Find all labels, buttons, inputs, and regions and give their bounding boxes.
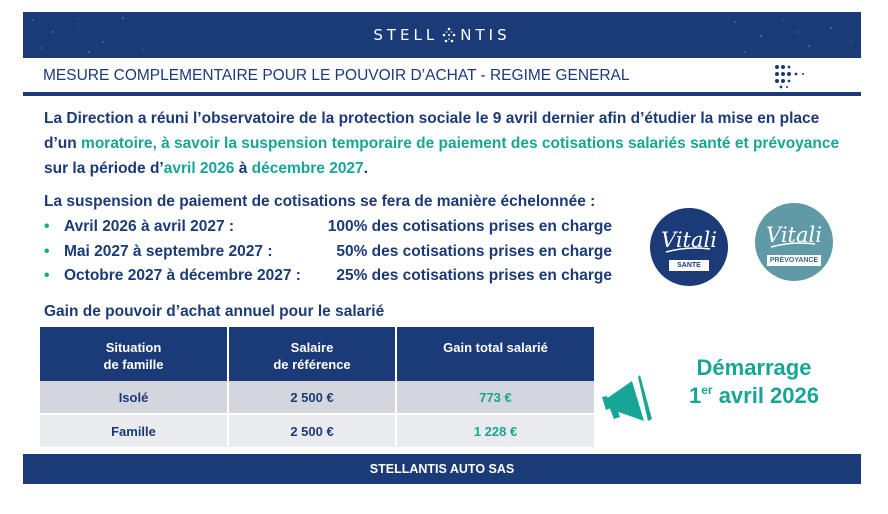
schedule-coverage: 25% des cotisations prises en charge xyxy=(336,267,612,284)
schedule-period: Octobre 2027 à décembre 2027 : xyxy=(64,267,301,284)
bullet-icon: • xyxy=(44,218,50,235)
page-title: MESURE COMPLEMENTAIRE POUR LE POUVOIR D’ACHAT - REGIME GENERAL xyxy=(43,67,630,84)
swoosh-icon xyxy=(769,241,817,249)
table-row xyxy=(40,381,594,414)
header-band xyxy=(23,12,861,58)
start-date-callout xyxy=(669,354,839,410)
cell-gain: 1 228 € xyxy=(396,414,594,447)
vitali-tag-sante: SANTE xyxy=(669,260,709,271)
bullet-icon: • xyxy=(44,242,50,260)
vitali-name: Vitali xyxy=(661,228,717,252)
brand-name-part1: STELL xyxy=(373,26,439,44)
vitali-sante-logo xyxy=(650,208,728,286)
intro-paragraph xyxy=(44,106,844,181)
footer: STELLANTIS AUTO SAS xyxy=(23,454,861,484)
intro-highlight-moratoire: moratoire, à savoir la suspension temporaire de paiement des cotisations salariés santé et prévoyance xyxy=(81,135,840,152)
intro-highlight-end: décembre 2027 xyxy=(251,160,364,177)
vitali-prevoyance-logo xyxy=(755,203,833,281)
schedule-list xyxy=(44,218,624,292)
table-row xyxy=(40,414,594,447)
title-divider xyxy=(23,92,861,96)
column-header-situation: Situation de famille xyxy=(40,327,228,381)
stellantis-dots-decoration-icon xyxy=(773,62,813,90)
intro-highlight-start: avril 2026 xyxy=(163,160,235,177)
gain-section-title: Gain de pouvoir d’achat annuel pour le salarié xyxy=(44,303,385,320)
schedule-period: Avril 2026 à avril 2027 : xyxy=(64,218,235,235)
schedule-period: Mai 2027 à septembre 2027 : xyxy=(64,242,273,260)
cell-gain: 773 € xyxy=(396,381,594,414)
cell-salaire: 2 500 € xyxy=(228,381,396,414)
intro-text-4: . xyxy=(363,160,368,177)
swoosh-icon xyxy=(664,246,712,254)
column-header-salaire: Salaire de référence xyxy=(228,327,396,381)
megaphone-icon xyxy=(598,369,660,423)
title-bar xyxy=(23,58,861,94)
bullet-icon: • xyxy=(44,267,50,284)
schedule-item xyxy=(44,267,624,292)
intro-text-1: La Direction a réuni l’observatoire de la protection sociale le 9 avril dernier afin d’étudier la mise en place d’un xyxy=(44,110,820,152)
cell-situation: Isolé xyxy=(40,381,228,414)
vitali-name: Vitali xyxy=(766,223,822,247)
schedule-coverage: 100% des cotisations prises en charge xyxy=(327,218,612,235)
schedule-item xyxy=(44,218,624,243)
gain-table xyxy=(40,327,594,447)
intro-text-2: sur la période d’ xyxy=(44,160,164,177)
stellantis-star-icon xyxy=(440,26,458,44)
vitali-tag-prevoyance: PRÉVOYANCE xyxy=(767,255,821,266)
brand-name-part2: NTIS xyxy=(460,26,511,44)
intro-text-3: à xyxy=(234,160,252,177)
start-date: 1er avril 2026 xyxy=(688,383,820,408)
cell-situation: Famille xyxy=(40,414,228,447)
table-header-row xyxy=(40,327,594,381)
schedule-coverage: 50% des cotisations prises en charge xyxy=(336,242,612,260)
schedule-item xyxy=(44,243,624,268)
stellantis-logo xyxy=(23,12,861,58)
column-header-gain: Gain total salarié xyxy=(396,327,594,381)
slide xyxy=(23,12,861,484)
schedule-title: La suspension de paiement de cotisations se fera de manière échelonnée : xyxy=(44,193,596,210)
start-label: Démarrage xyxy=(696,355,812,380)
cell-salaire: 2 500 € xyxy=(228,414,396,447)
